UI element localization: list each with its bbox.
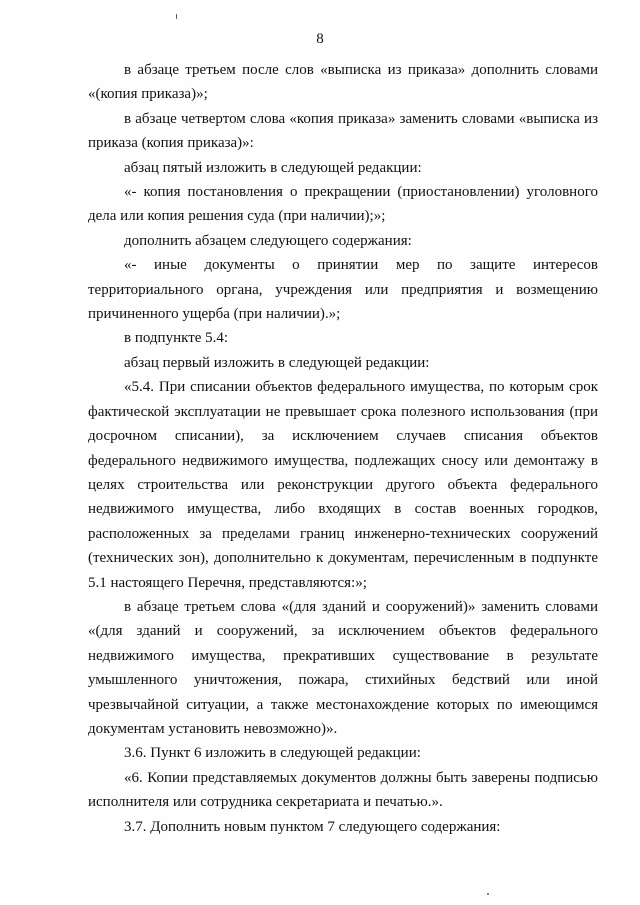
paragraph: дополнить абзацем следующего содержания: bbox=[124, 232, 412, 249]
document-body bbox=[88, 58, 598, 839]
paragraph: абзац первый изложить в следующей редакции: bbox=[124, 354, 430, 371]
paragraph: в абзаце третьем после слов «выписка из приказа» дополнить словами «(копия приказа)»; bbox=[88, 62, 598, 103]
paragraph: «6. Копии представляемых документов должны быть заверены подписью исполнителя или сотрудника секретариата и печатью.». bbox=[88, 769, 598, 811]
paragraph: в абзаце четвертом слова «копия приказа» заменить словами «выписка из приказа (копия приказа)»: bbox=[88, 110, 598, 152]
paragraph: 3.7. Дополнить новым пунктом 7 следующего содержания: bbox=[124, 818, 501, 835]
page-number: 8 bbox=[316, 31, 324, 47]
paragraph: «5.4. При списании объектов федерального имущества, по которым срок фактической эксплуатации не превышает срока полезного использования (при досрочном списании), за исключением случаев списания объектов федерального недвижимого имущества, подлежащих сносу или демонтажу в целях строительства или реконструкции другого объекта федерального недвижимого имущества, либо входящих в состав военных городков, расположенных за пределами границ инженерно-технических сооружений (технических зон), дополнительно к документам, перечисленным в подпункте 5.1 настоящего Перечня, представляются:»; bbox=[88, 379, 598, 591]
paragraph: «- иные документы о принятии мер по защите интересов территориального органа, учреждения или предприятия и возмещению причиненного ущерба (при наличии).»; bbox=[88, 257, 598, 323]
paragraph: в абзаце третьем слова «(для зданий и сооружений)» заменить словами «(для зданий и сооружений, за исключением объектов федерального недвижимого имущества, прекративших существование в результате умышленного уничтожения, пожара, стихийных бедствий или иной чрезвычайной ситуации, а также местонахождение которых по имеющимся документам установить невозможно)». bbox=[88, 598, 598, 737]
paragraph: «- копия постановления о прекращении (приостановлении) уголовного дела или копия решения суда (при наличии);»; bbox=[88, 184, 598, 225]
scan-speck bbox=[487, 893, 489, 895]
paragraph: 3.6. Пункт 6 изложить в следующей редакции: bbox=[124, 745, 421, 762]
scan-speck bbox=[176, 14, 177, 19]
paragraph: абзац пятый изложить в следующей редакции: bbox=[124, 159, 422, 176]
paragraph: в подпункте 5.4: bbox=[124, 330, 229, 347]
